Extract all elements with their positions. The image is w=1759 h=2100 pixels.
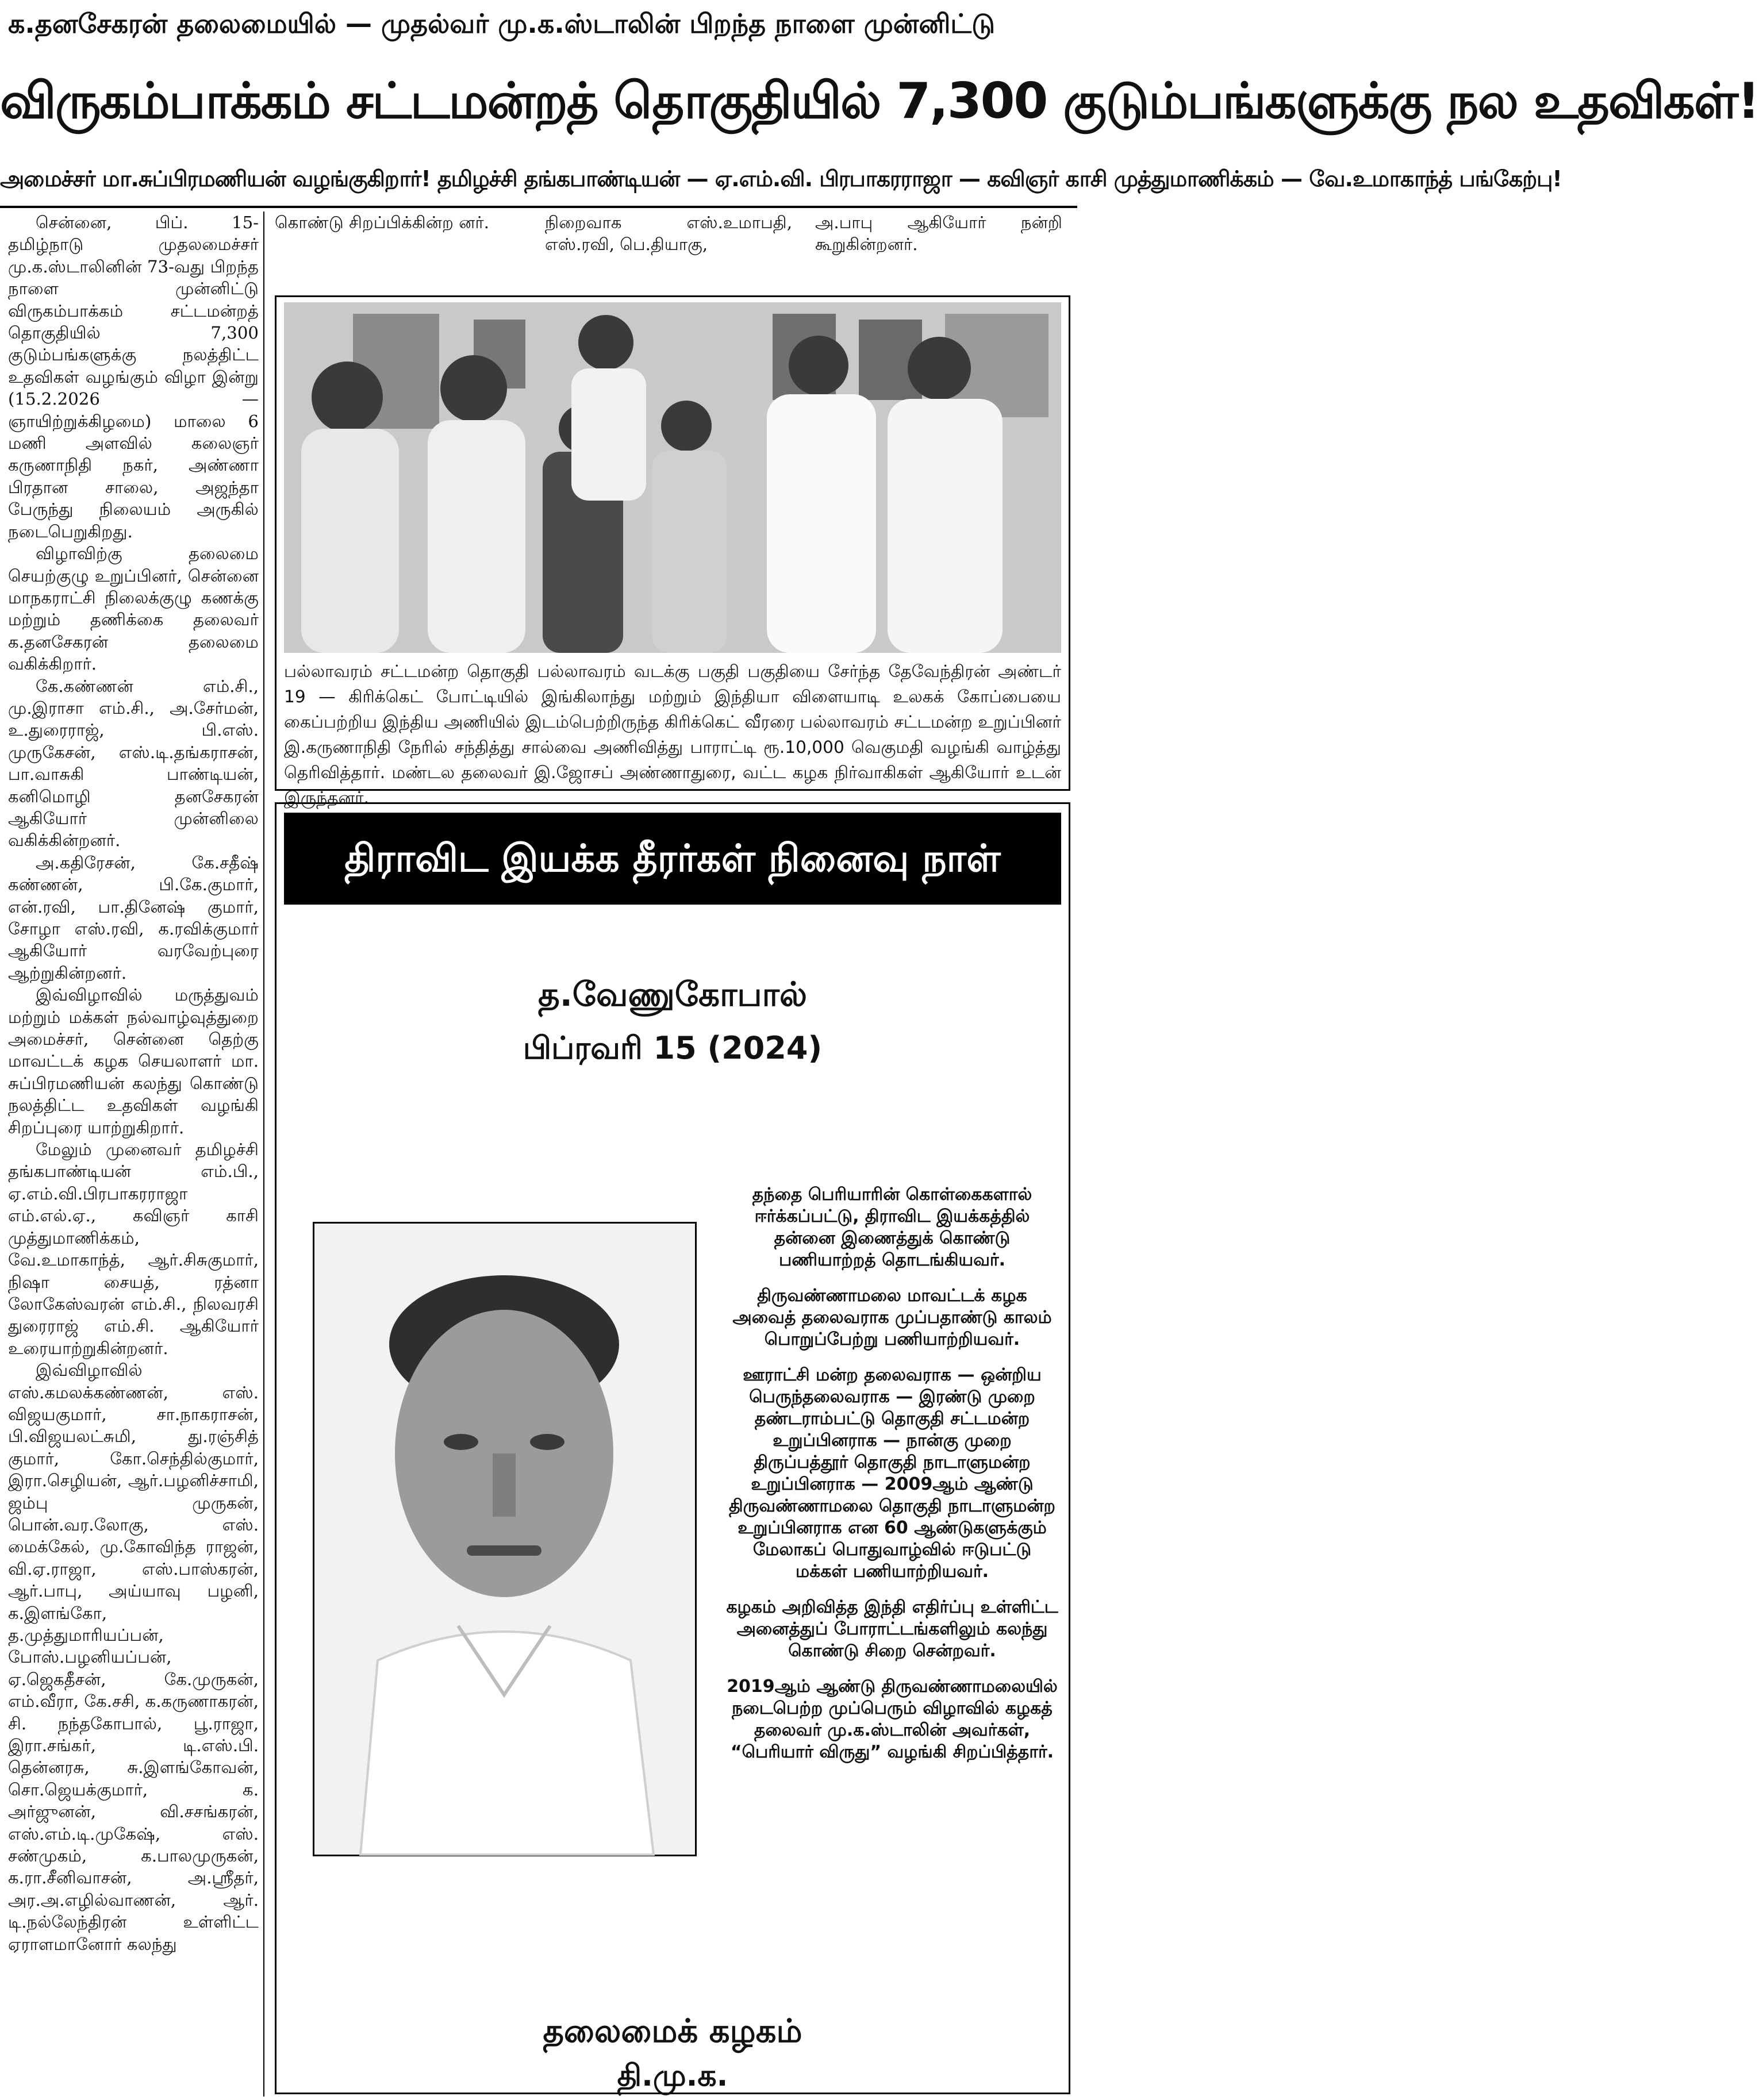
article-paragraph: கே.கண்ணன் எம்.சி., மு.இராசா எம்.சி., அ.சேர்மன், உ.துரைராஜ், பி.எஸ். முருகேசன், எஸ்.டி.தங்கராசன், பா.வாசுகி பாண்டியன், கனிமொழி தனசேகரன் ஆகியோர் முன்னிலை வகிக்கின்றனர். [8,676,259,851]
continuation-col-1: கொண்டு சிறப்பிக்கின்ற னர். [275,213,490,232]
kicker-line: க.தனசேகரன் தலைமையில் — முதல்வர் மு.க.ஸ்டாலின் பிறந்த நாளை முன்னிட்டு [0,0,1077,47]
signature-party: தி.மு.க. [617,2059,728,2093]
article-paragraph: சென்னை, பிப். 15- தமிழ்நாடு முதலமைச்சர் மு.க.ஸ்டாலினின் 73-வது பிறந்த நாளை முன்னிட்டு விருகம்பாக்கம் சட்டமன்றத் தொகுதியில் 7,300 குடும்பங்களுக்கு நலத்திட்ட உதவிகள் வழங்கும் விழா இன்று (15.2.2026 — ஞாயிற்றுக்கிழமை) மாலை 6 மணி அளவில் கலைஞர் கருணாநிதி நகர், அண்ணா பிரதான சாலை, அஜந்தா பேருந்து நிலையம் அருகில் நடைபெறுகிறது. [8,213,259,541]
group-photo [284,302,1061,653]
subheadline: அமைச்சர் மா.சுப்பிரமணியன் வழங்குகிறார்! தமிழச்சி தங்கபாண்டியன் — ஏ.எம்.வி. பிரபாகரராஜா — கவிஞர் காசி முத்துமாணிக்கம் — வே.உமாகாந்த் பங்கேற்பு! [0,166,1562,191]
article-column [8,211,259,2097]
memorial-banner: திராவிட இயக்க தீரர்கள் நினைவு நாள் [284,813,1061,905]
article-continuation [275,211,1068,292]
continuation-col-2: நிறைவாக எஸ்.உமாபதி, எஸ்.ரவி, பெ.தியாகு, [545,213,792,254]
portrait-photo [313,1222,697,1856]
continuation-col-3: அ.பாபு ஆகியோர் நன்றி கூறுகின்றனர். [815,213,1062,254]
header-rule [0,206,1077,208]
bio-paragraph: கழகம் அறிவித்த இந்தி எதிர்ப்பு உள்ளிட்ட அனைத்துப் போராட்டங்களிலும் கலந்து கொண்டு சிறை சென்றவர். [726,1597,1058,1661]
article-paragraph: விழாவிற்கு தலைமை செயற்குழு உறுப்பினர், சென்னை மாநகராட்சி நிலைக்குழு கணக்கு மற்றும் தணிக்கை தலைவர் க.தனசேகரன் தலைமை வகிக்கிறார். [8,544,259,674]
bio-paragraph: தந்தை பெரியாரின் கொள்கைகளால் ஈர்க்கப்பட்டு, திராவிட இயக்கத்தில் தன்னை இணைத்துக் கொண்டு பணியாற்றத் தொடங்கியவர். [752,1184,1032,1270]
memorial-date: பிப்ரவரி 15 (2024) [523,1030,823,1066]
headline: விருகம்பாக்கம் சட்டமன்றத் தொகுதியில் 7,300 குடும்பங்களுக்கு நல உதவிகள்! [0,72,1759,130]
group-photo-illustration [284,302,1061,653]
photo-caption: பல்லாவரம் சட்டமன்ற தொகுதி பல்லாவரம் வடக்கு பகுதி பகுதியை சேர்ந்த தேவேந்திரன் அண்டர் 19 — கிரிக்கெட் போட்டியில் இங்கிலாந்து மற்றும் இந்தியா விளையாடி உலகக் கோப்பையை கைப்பற்றிய இந்திய அணியில் இடம்பெற்றிருந்த கிரிக்கெட் வீரரை பல்லாவரம் சட்டமன்ற உறுப்பினர் இ.கருணாநிதி நேரில் சந்தித்து சால்வை அணிவித்து பாராட்டி ரூ.10,000 வெகுமதி வழங்கி வாழ்த்து தெரிவித்தார். மண்டல தலைவர் இ.ஜோசப் அண்ணாதுரை, வட்ட கழக நிர்வாகிகள் ஆகியோர் உடன் இருந்தனர். [284,661,1061,807]
memorial-name: த.வேணுகோபால் [537,975,808,1014]
article-paragraph: அ.கதிரேசன், கே.சதீஷ் கண்ணன், பி.கே.குமார், என்.ரவி, பா.தினேஷ் குமார், சோழா எஸ்.ரவி, க.ரவிக்குமார் ஆகியோர் வரவேற்புரை ஆற்றுகின்றனர். [8,852,259,983]
bio-paragraph: ஊராட்சி மன்ற தலைவராக — ஒன்றிய பெருந்தலைவராக — இரண்டு முறை தண்டராம்பட்டு தொகுதி சட்டமன்ற உறுப்பினராக — நான்கு முறை திருப்பத்தூர் தொகுதி நாடாளுமன்ற உறுப்பினராக — 2009ஆம் ஆண்டு திருவண்ணாமலை தொகுதி நாடாளுமன்ற உறுப்பினராக என 60 ஆண்டுகளுக்கும் மேலாகப் பொதுவாழ்வில் ஈடுபட்டு மக்கள் பணியாற்றியவர். [729,1365,1055,1582]
article-paragraph: மேலும் முனைவர் தமிழச்சி தங்கபாண்டியன் எம்.பி., ஏ.எம்.வி.பிரபாகரராஜா எம்.எல்.ஏ., கவிஞர் காசி முத்துமாணிக்கம், வே.உமாகாந்த், ஆர்.சிசுகுமார், நிஷா சையத், ரத்னா லோகேஸ்வரன் எம்.சி., நிலவரசி துரைராஜ் எம்.சி. ஆகியோர் உரையாற்றுகின்றனர். [8,1140,259,1358]
column-divider [263,211,264,2097]
bio-paragraph: திருவண்ணாமலை மாவட்டக் கழக அவைத் தலைவராக முப்பதாண்டு காலம் பொறுப்பேற்று பணியாற்றியவர். [732,1286,1052,1349]
article-paragraph: இவ்விழாவில் மருத்துவம் மற்றும் மக்கள் நல்வாழ்வுத்துறை அமைச்சர், சென்னை தெற்கு மாவட்டக் கழக செயலாளர் மா. சுப்பிரமணியன் கலந்து கொண்டு நலத்திட்ட உதவிகள் வழங்கி சிறப்புரை யாற்றுகிறார். [8,985,259,1137]
memorial-biography [725,1184,1059,1963]
portrait-illustration [314,1224,695,1855]
bio-paragraph: 2019ஆம் ஆண்டு திருவண்ணாமலையில் நடைபெற்ற முப்பெரும் விழாவில் கழகத் தலைவர் மு.க.ஸ்டாலின் அவர்கள், “பெரியார் விருது” வழங்கி சிறப்பித்தார். [727,1676,1058,1762]
signature-org: தலைமைக் கழகம் [543,2013,802,2050]
article-paragraph: இவ்விழாவில் எஸ்.கமலக்கண்ணன், எஸ். விஜயகுமார், சா.நாகராசன், பி.விஜயலட்சுமி, து.ரஞ்சித் குமார், கோ.செந்தில்குமார், இரா.செழியன், ஆர்.பழனிச்சாமி, ஜம்பு முருகன், பொன்.வர.லோகு, எஸ். மைக்கேல், மு.கோவிந்த ராஜன், வி.ஏ.ராஜா, எஸ்.பாஸ்கரன், ஆர்.பாபு, அய்யாவு பழனி, க.இளங்கோ, த.முத்துமாரியப்பன், போஸ்.பழனியப்பன், ஏ.ஜெகதீசன், கே.முருகன், எம்.வீரா, கே.சசி, க.கருணாகரன், சி. நந்தகோபால், பூ.ராஜா, இரா.சங்கர், டி.எஸ்.பி. தென்னரசு, சு.இளங்கோவன், சொ.ஜெயக்குமார், க. அர்ஜுனன், வி.சசங்கரன், எஸ்.எம்.டி.முகேஷ், எஸ். சண்முகம், க.பாலமுருகன், க.ரா.சீனிவாசன், அ.ஸ்ரீதர், அர.அ.எழில்வாணன், ஆர். டி.நல்லேந்திரன் உள்ளிட்ட ஏராளமானோர் கலந்து [8,1360,259,1954]
